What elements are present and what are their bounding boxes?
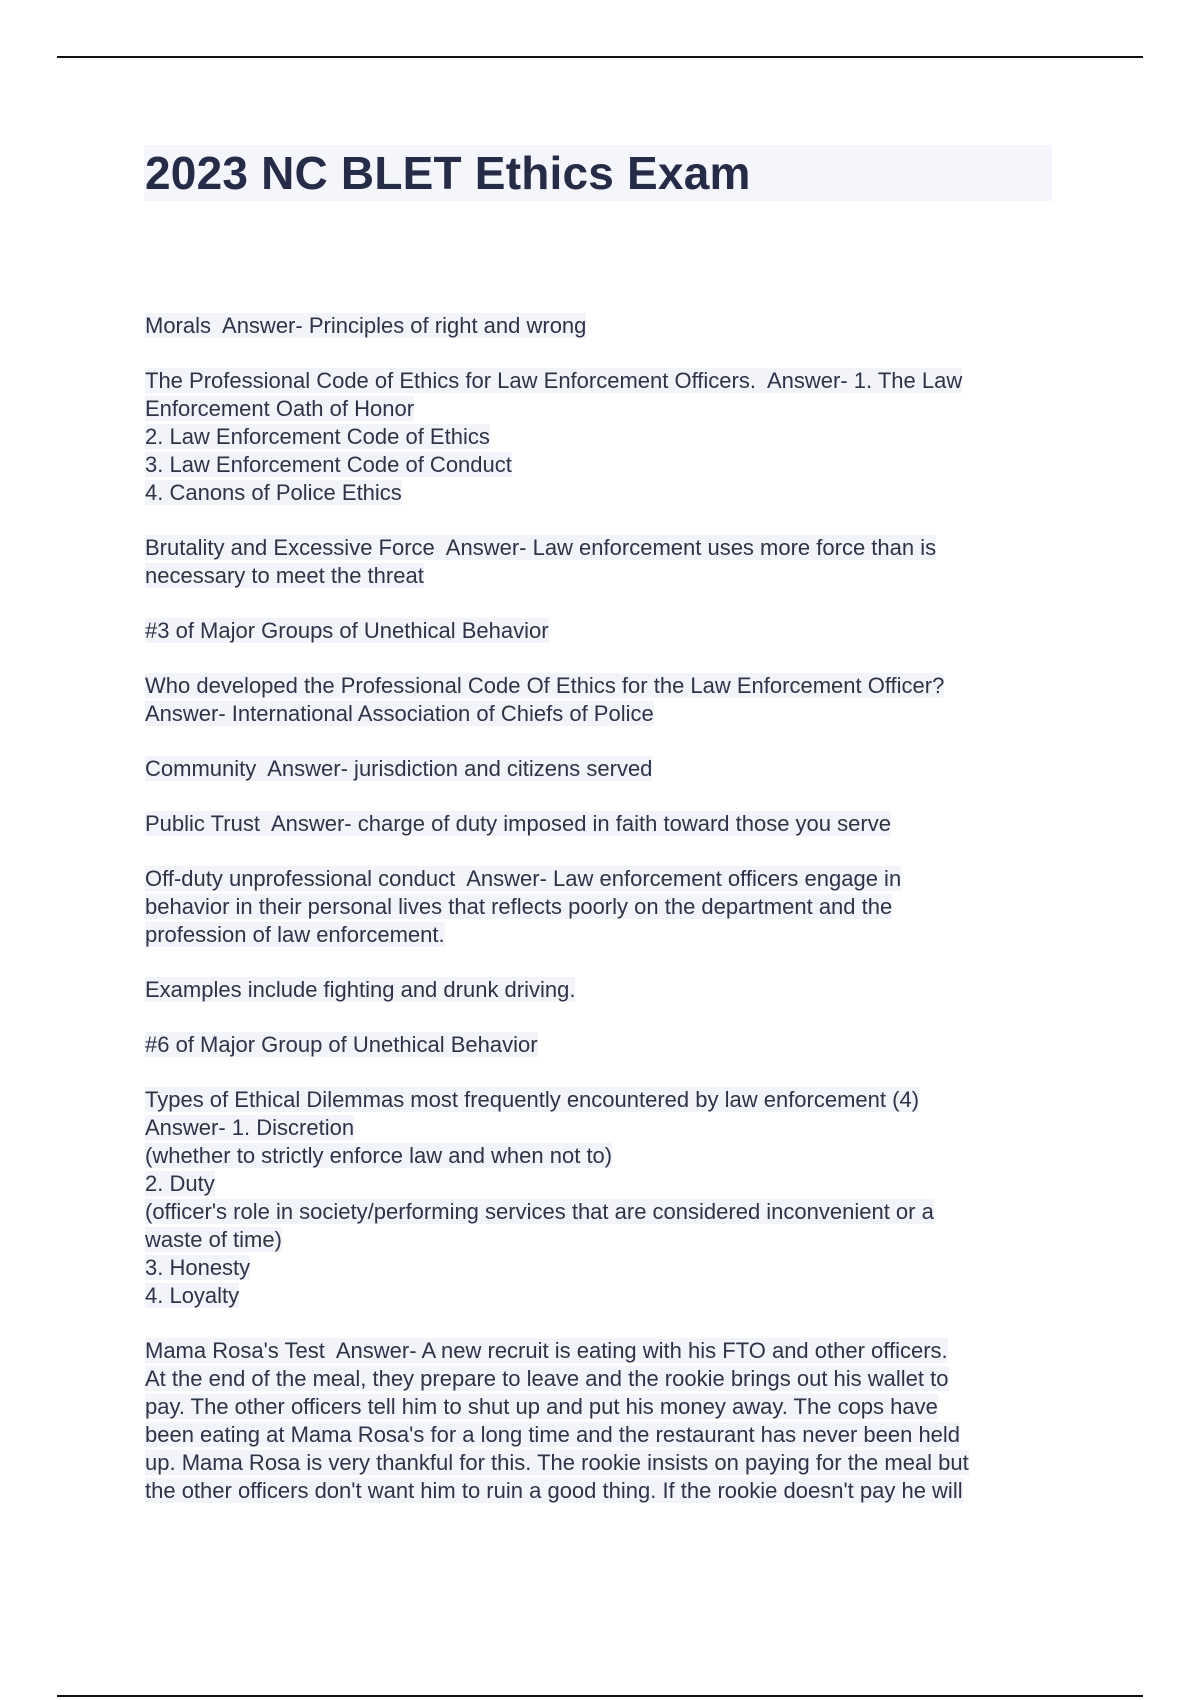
entry-text: Answer- International Association of Chiefs of Police [145, 701, 654, 726]
entry-text: waste of time) [145, 1227, 282, 1252]
entry-line [145, 1198, 1065, 1226]
entry-examples [145, 976, 1065, 1004]
entry-line [145, 395, 1065, 423]
entry-line [145, 617, 1065, 645]
entry-professional-code [145, 367, 1065, 507]
entry-who-developed [145, 672, 1065, 728]
entry-text: Types of Ethical Dilemmas most frequently encountered by law enforcement (4) [145, 1087, 920, 1112]
entry-text: Who developed the Professional Code Of Ethics for the Law Enforcement Officer? [145, 673, 945, 698]
entry-text: the other officers don't want him to ruin a good thing. If the rookie doesn't pay he will [145, 1478, 963, 1503]
entry-line [145, 921, 1065, 949]
bottom-rule [57, 1695, 1143, 1697]
entry-text: behavior in their personal lives that reflects poorly on the department and the [145, 894, 893, 919]
entry-text: Answer- 1. Discretion [145, 1115, 355, 1140]
entry-community [145, 755, 1065, 783]
entry-text: 4. Canons of Police Ethics [145, 480, 402, 505]
entry-text: Brutality and Excessive Force Answer- Law enforcement uses more force than is [145, 535, 937, 560]
entry-text: necessary to meet the threat [145, 563, 424, 588]
entry-text: Examples include fighting and drunk driving. [145, 977, 576, 1002]
entry-line [145, 1031, 1065, 1059]
entry-line [145, 1226, 1065, 1254]
entry-line [145, 1254, 1065, 1282]
entry-line [145, 1086, 1065, 1114]
entry-text: Morals Answer- Principles of right and wrong [145, 313, 587, 338]
entry-text: Enforcement Oath of Honor [145, 396, 415, 421]
entry-line [145, 562, 1065, 590]
entry-text: (officer's role in society/performing services that are considered inconvenient or a [145, 1199, 934, 1224]
entry-line [145, 423, 1065, 451]
entry-line [145, 534, 1065, 562]
top-rule [57, 56, 1143, 58]
entry-text: (whether to strictly enforce law and when not to) [145, 1143, 613, 1168]
entry-brutality [145, 534, 1065, 590]
entry-line [145, 893, 1065, 921]
entry-public-trust [145, 810, 1065, 838]
entry-major-group-6 [145, 1031, 1065, 1059]
entry-text: Public Trust Answer- charge of duty imposed in faith toward those you serve [145, 811, 891, 836]
entry-text: #6 of Major Group of Unethical Behavior [145, 1032, 538, 1057]
entry-text: pay. The other officers tell him to shut up and put his money away. The cops have [145, 1394, 938, 1419]
entry-text: At the end of the meal, they prepare to leave and the rookie brings out his wallet to [145, 1366, 949, 1391]
entry-line [145, 1337, 1065, 1365]
entry-text: Off-duty unprofessional conduct Answer- Law enforcement officers engage in [145, 866, 902, 891]
entry-line [145, 479, 1065, 507]
entry-off-duty-conduct [145, 865, 1065, 949]
entry-text: 2. Duty [145, 1171, 215, 1196]
entry-line [145, 810, 1065, 838]
entry-line [145, 672, 1065, 700]
entry-line [145, 1449, 1065, 1477]
page-title: 2023 NC BLET Ethics Exam [145, 147, 751, 199]
entry-line [145, 976, 1065, 1004]
entry-mama-rosas-test [145, 1337, 1065, 1505]
entry-line [145, 312, 1065, 340]
entry-text: 4. Loyalty [145, 1283, 240, 1308]
entry-text: been eating at Mama Rosa's for a long time and the restaurant has never been held [145, 1422, 961, 1447]
entry-line [145, 1114, 1065, 1142]
entry-text: #3 of Major Groups of Unethical Behavior [145, 618, 549, 643]
entry-text: The Professional Code of Ethics for Law Enforcement Officers. Answer- 1. The Law [145, 368, 963, 393]
entry-major-group-3 [145, 617, 1065, 645]
entry-line [145, 1393, 1065, 1421]
entry-text: 3. Law Enforcement Code of Conduct [145, 452, 512, 477]
entry-text: 2. Law Enforcement Code of Ethics [145, 424, 490, 449]
entry-ethical-dilemmas [145, 1086, 1065, 1310]
entry-line [145, 367, 1065, 395]
entry-line [145, 451, 1065, 479]
entry-line [145, 755, 1065, 783]
entry-line [145, 865, 1065, 893]
entry-text: profession of law enforcement. [145, 922, 445, 947]
entry-line [145, 1477, 1065, 1505]
entry-text: Mama Rosa's Test Answer- A new recruit is eating with his FTO and other officers. [145, 1338, 948, 1363]
entry-line [145, 1365, 1065, 1393]
entry-line [145, 1142, 1065, 1170]
entry-line [145, 700, 1065, 728]
document-body [145, 312, 1065, 1532]
entry-line [145, 1282, 1065, 1310]
entry-line [145, 1421, 1065, 1449]
entry-line [145, 1170, 1065, 1198]
entry-text: up. Mama Rosa is very thankful for this. The rookie insists on paying for the meal but [145, 1450, 969, 1475]
entry-morals [145, 312, 1065, 340]
entry-text: Community Answer- jurisdiction and citizens served [145, 756, 653, 781]
entry-text: 3. Honesty [145, 1255, 251, 1280]
